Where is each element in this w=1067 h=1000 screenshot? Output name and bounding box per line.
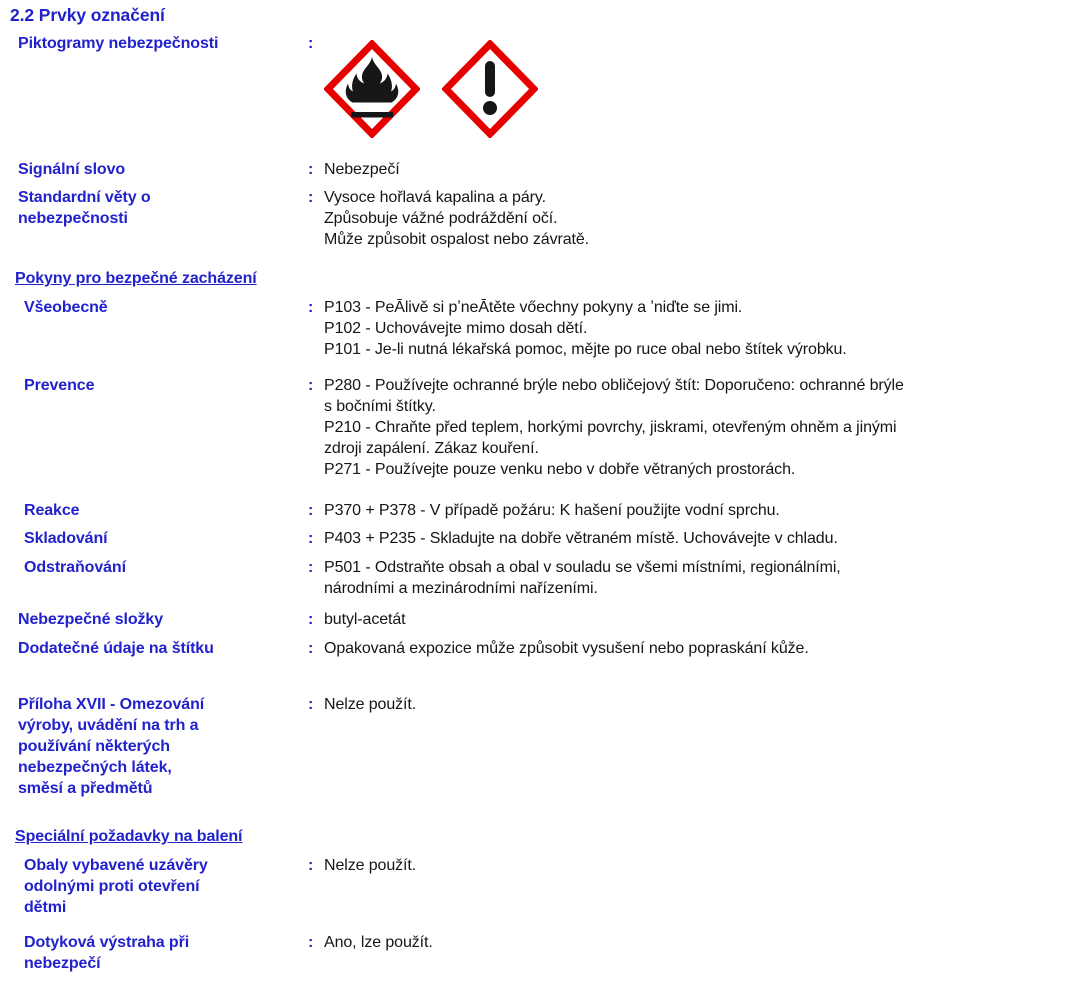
- tactile-warning-value: [324, 932, 1067, 953]
- label-line: Nebezpečné složky: [18, 611, 164, 628]
- label-line: Všeobecně: [24, 299, 108, 316]
- label-line: odolnými proti otevření: [24, 878, 200, 895]
- hazard-statements-label: [0, 187, 308, 229]
- value-line: butyl-acetát: [324, 611, 406, 628]
- colon: :: [308, 161, 314, 178]
- pictograms-label-text: Piktogramy nebezpečnosti: [18, 35, 219, 52]
- packaging-heading: Speciální požadavky na balení: [15, 828, 243, 845]
- value-line: Způsobuje vážné podráždění očí.: [324, 210, 558, 227]
- signal-word-label-text: Signální slovo: [18, 161, 126, 178]
- response-label: [0, 500, 308, 521]
- field-row-annex-xvii: [0, 694, 1067, 799]
- field-row-response: [0, 500, 1067, 521]
- supplemental-info-value: [324, 638, 1067, 659]
- value-line: P101 - Je-li nutná lékařská pomoc, mějte po ruce obal nebo štítek výrobku.: [324, 341, 847, 358]
- value-line: P501 - Odstraňte obsah a obal v souladu se všemi místními, regionálními,: [324, 559, 841, 576]
- label-line: Dotyková výstraha při: [24, 934, 190, 951]
- disposal-label: [0, 557, 308, 578]
- field-row-tactile-warning: [0, 932, 1067, 974]
- value-line: Nelze použít.: [324, 857, 417, 874]
- annex-xvii-value: [324, 694, 1067, 715]
- field-row-signal-word: [0, 159, 1067, 180]
- general-value: [324, 297, 1067, 360]
- signal-word-label: [0, 159, 308, 180]
- value-line: Opakovaná expozice může způsobit vysušení nebo popraskání kůže.: [324, 640, 809, 657]
- precautionary-heading: Pokyny pro bezpečné zacházení: [15, 270, 257, 287]
- pictograms-value: [324, 33, 1067, 138]
- colon: :: [308, 640, 314, 657]
- annex-xvii-label: [0, 694, 308, 799]
- label-line: výroby, uvádění na trh a: [18, 717, 199, 734]
- label-line: Skladování: [24, 530, 108, 547]
- tactile-warning-label: [0, 932, 308, 974]
- section-title: 2.2 Prvky označení: [10, 5, 165, 25]
- value-line: P403 + P235 - Skladujte na dobře větraném místě. Uchovávejte v chladu.: [324, 530, 838, 547]
- label-line: Obaly vybavené uzávěry: [24, 857, 208, 874]
- value-line: s bočními štítky.: [324, 398, 436, 415]
- colon: :: [308, 35, 314, 52]
- child-resistant-value: [324, 855, 1067, 876]
- value-line: P103 - PeĀlivě si pʼneĀtěte vőechny pokyny a ʼniďte se jimi.: [324, 299, 743, 316]
- label-line: Reakce: [24, 502, 80, 519]
- label-line: směsí a předmětů: [18, 780, 153, 797]
- label-line: Prevence: [24, 377, 95, 394]
- field-row-disposal: [0, 557, 1067, 599]
- label-line: nebezpečí: [24, 955, 101, 972]
- value-line: Vysoce hořlavá kapalina a páry.: [324, 189, 546, 206]
- disposal-value: [324, 557, 1067, 599]
- hazard-statements-value: [324, 187, 1067, 250]
- label-line: Dodatečné údaje na štítku: [18, 640, 214, 657]
- colon: :: [308, 377, 314, 394]
- label-line: Standardní věty o: [18, 189, 151, 206]
- colon: :: [308, 530, 314, 547]
- pictogram-group: [324, 40, 1067, 138]
- field-row-prevention: [0, 375, 1067, 480]
- field-row-hazard-statements: [0, 187, 1067, 250]
- supplemental-info-label: [0, 638, 308, 659]
- ghs-flame-icon: [324, 40, 420, 138]
- colon: :: [308, 502, 314, 519]
- label-line: Odstraňování: [24, 559, 126, 576]
- value-line: zdroji zapálení. Zákaz kouření.: [324, 440, 539, 457]
- label-line: dětmi: [24, 899, 67, 916]
- colon: :: [308, 611, 314, 628]
- colon: :: [308, 934, 314, 951]
- colon: :: [308, 189, 314, 206]
- prevention-label: [0, 375, 308, 396]
- value-line: P370 + P378 - V případě požáru: K hašení použijte vodní sprchu.: [324, 502, 780, 519]
- value-line: Nelze použít.: [324, 696, 417, 713]
- hazardous-components-label: [0, 609, 308, 630]
- value-line: Může způsobit ospalost nebo závratě.: [324, 231, 590, 248]
- label-line: používání některých: [18, 738, 170, 755]
- response-value: [324, 500, 1067, 521]
- value-line: P280 - Používejte ochranné brýle nebo obličejový štít: Doporučeno: ochranné brýle: [324, 377, 904, 394]
- field-row-child-resistant: [0, 855, 1067, 918]
- general-label: [0, 297, 308, 318]
- hazardous-components-value: [324, 609, 1067, 630]
- field-row-general: [0, 297, 1067, 360]
- colon: :: [308, 857, 314, 874]
- field-row-pictograms: [0, 33, 1067, 138]
- value-line: P271 - Používejte pouze venku nebo v dobře větraných prostorách.: [324, 461, 796, 478]
- colon: :: [308, 559, 314, 576]
- field-row-storage: [0, 528, 1067, 549]
- prevention-value: [324, 375, 1067, 480]
- pictograms-label: [0, 33, 308, 54]
- field-row-hazardous-components: [0, 609, 1067, 630]
- colon: :: [308, 696, 314, 713]
- label-line: nebezpečných látek,: [18, 759, 172, 776]
- field-row-supplemental-info: [0, 638, 1067, 659]
- storage-label: [0, 528, 308, 549]
- value-line: národními a mezinárodními nařízeními.: [324, 580, 598, 597]
- value-line: P210 - Chraňte před teplem, horkými povrchy, jiskrami, otevřeným ohněm a jinými: [324, 419, 897, 436]
- label-line: Příloha XVII - Omezování: [18, 696, 205, 713]
- storage-value: [324, 528, 1067, 549]
- colon: :: [308, 299, 314, 316]
- ghs-exclamation-icon: [442, 40, 538, 138]
- label-line: nebezpečnosti: [18, 210, 128, 227]
- value-line: P102 - Uchovávejte mimo dosah dětí.: [324, 320, 588, 337]
- child-resistant-label: [0, 855, 308, 918]
- signal-word-value: [324, 159, 1067, 180]
- signal-word-value-text: Nebezpečí: [324, 161, 400, 178]
- value-line: Ano, lze použít.: [324, 934, 433, 951]
